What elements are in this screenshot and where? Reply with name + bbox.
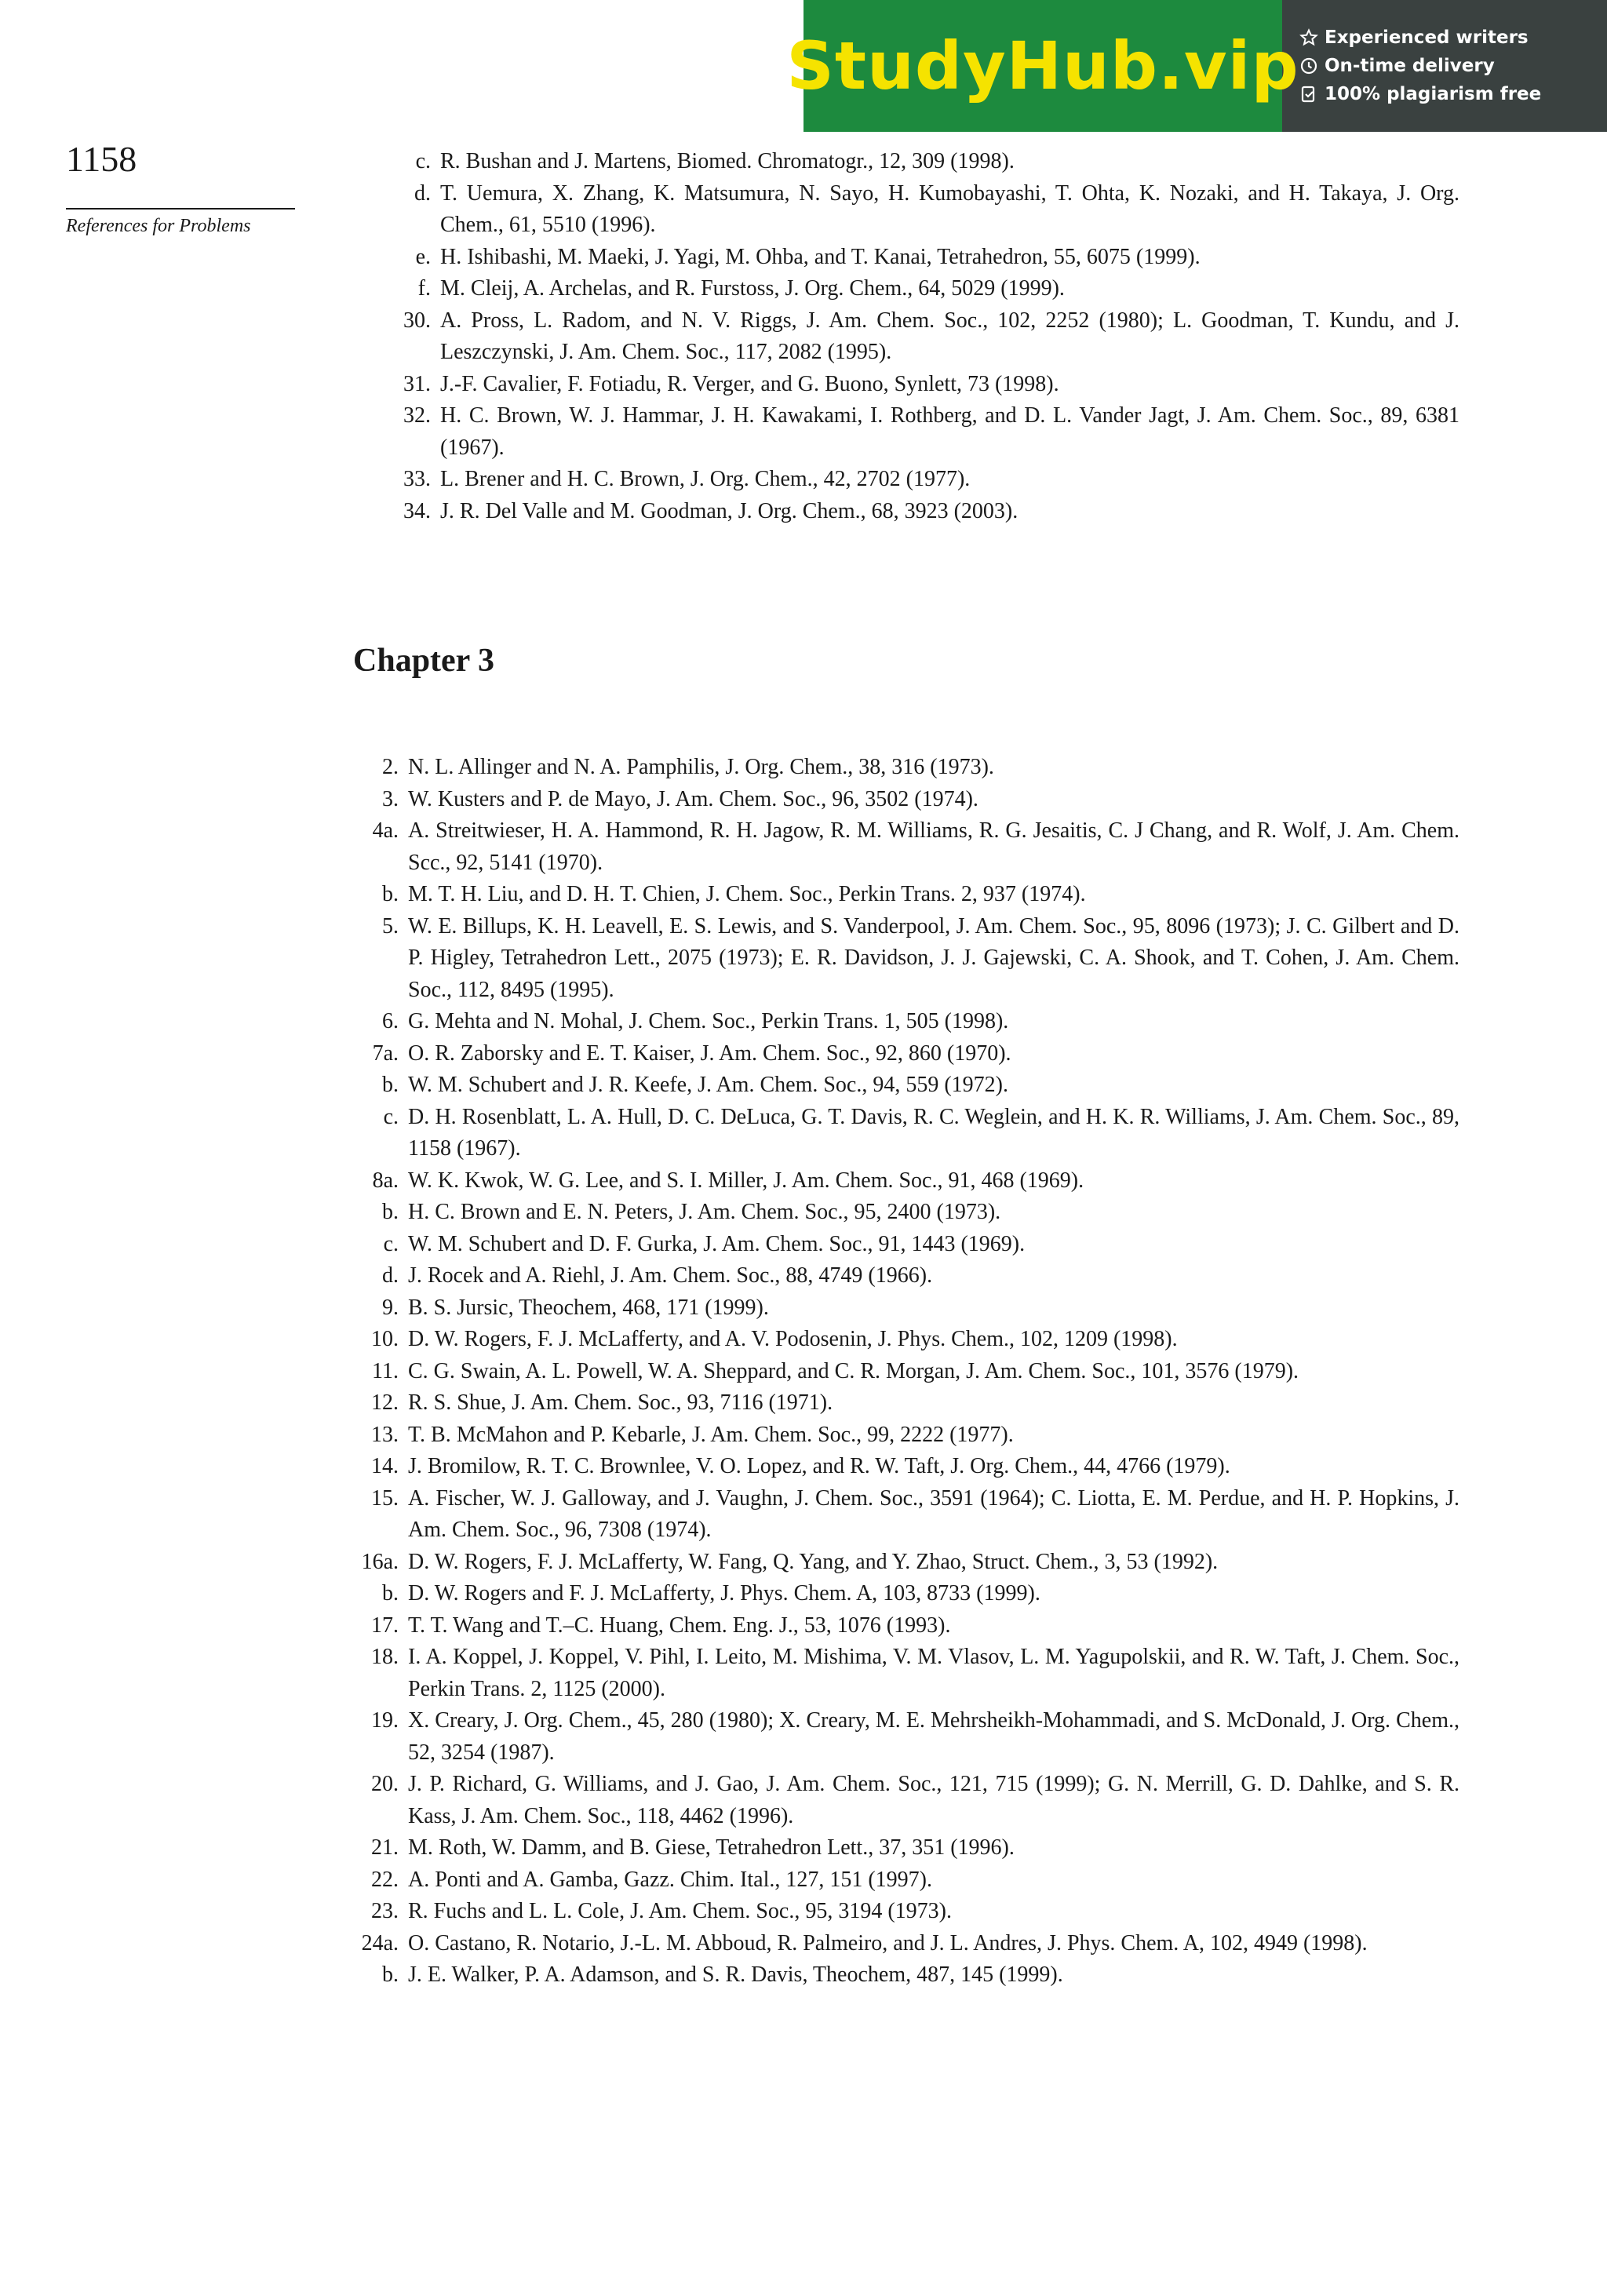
reference-text: H. Ishibashi, M. Maeki, J. Yagi, M. Ohba, and T. Kanai, Tetrahedron, 55, 6075 (1999). [440,244,1201,269]
reference-item [345,1260,1459,1292]
reference-text: T. B. McMahon and P. Kebarle, J. Am. Chem. Soc., 99, 2222 (1977). [408,1422,1014,1447]
reference-item [345,1832,1459,1864]
reference-label: 18. [371,1645,399,1669]
reference-item [345,784,1459,816]
reference-label: b. [382,1200,399,1224]
reference-text: D. W. Rogers, F. J. McLafferty, W. Fang, Q. Yang, and Y. Zhao, Struct. Chem., 3, 53 (1992). [408,1549,1219,1574]
feature-label: 100% plagiarism free [1325,84,1542,104]
reference-text: D. H. Rosenblatt, L. A. Hull, D. C. DeLuca, G. T. Davis, R. C. Weglein, and H. K. R. Williams, J. Am. Chem. Soc., 89, 1158 (1967). [408,1104,1459,1161]
reference-text: M. Roth, W. Damm, and B. Giese, Tetrahedron Lett., 37, 351 (1996). [408,1835,1015,1860]
reference-label: 10. [371,1327,399,1351]
reference-text: J. R. Del Valle and M. Goodman, J. Org. Chem., 68, 3923 (2003). [440,498,1018,523]
reference-text: A. Streitwieser, H. A. Hammond, R. H. Jagow, R. M. Williams, R. G. Jesaitis, C. J Chang, and R. Wolf, J. Am. Chem. Scc., 92, 5141 (1970). [408,818,1459,875]
reference-item [369,464,1459,496]
reference-label: 13. [371,1422,399,1447]
reference-label: 11. [372,1358,399,1383]
reference-item [345,1197,1459,1229]
reference-label: d. [414,180,431,206]
reference-label: 14. [371,1454,399,1478]
reference-label: b. [382,1963,399,1987]
reference-text: H. C. Brown and E. N. Peters, J. Am. Chem. Soc., 95, 2400 (1973). [408,1200,1001,1224]
reference-item [345,1578,1459,1610]
reference-item [369,496,1459,528]
reference-label: 12. [371,1390,399,1415]
reference-text: G. Mehta and N. Mohal, J. Chem. Soc., Perkin Trans. 1, 505 (1998). [408,1009,1009,1033]
reference-label: 6. [382,1009,399,1033]
reference-text: J. Rocek and A. Riehl, J. Am. Chem. Soc., 88, 4749 (1966). [408,1263,933,1288]
reference-text: W. M. Schubert and D. F. Gurka, J. Am. Chem. Soc., 91, 1443 (1969). [408,1231,1026,1256]
reference-list-chapter-3 [345,752,1459,1992]
reference-item [345,879,1459,911]
reference-item [345,1102,1459,1165]
reference-text: N. L. Allinger and N. A. Pamphilis, J. Org. Chem., 38, 316 (1973). [408,755,994,779]
reference-item [345,815,1459,879]
banner-features [1282,0,1607,132]
reference-item [345,1483,1459,1547]
reference-text: A. Pross, L. Radom, and N. V. Riggs, J. Am. Chem. Soc., 102, 2252 (1980); L. Goodman, T. Kundu, and J. Leszczynski, J. Am. Chem. Soc., 117, 2082 (1995). [440,308,1459,364]
reference-text: J. P. Richard, G. Williams, and J. Gao, J. Am. Chem. Soc., 121, 715 (1999); G. N. Merrill, G. D. Dahlke, and S. R. Kass, J. Am. Chem. Soc., 118, 4462 (1996). [408,1772,1459,1828]
reference-label: f. [417,276,431,301]
reference-text: J. Bromilow, R. T. C. Brownlee, V. O. Lopez, and R. W. Taft, J. Org. Chem., 44, 4766 (1979). [408,1454,1230,1478]
page-number: 1158 [66,139,137,179]
reference-label: 31. [403,371,431,396]
reference-item [369,242,1459,274]
reference-label: b. [382,1581,399,1605]
reference-label: 4a. [372,818,399,843]
reference-item [345,1959,1459,1992]
reference-item [369,178,1459,242]
reference-item [345,1610,1459,1642]
reference-item [369,369,1459,401]
reference-text: R. Fuchs and L. L. Cole, J. Am. Chem. Soc., 95, 3194 (1973). [408,1899,952,1923]
reference-item [369,400,1459,464]
reference-item [345,1547,1459,1579]
document-check-icon [1299,85,1318,104]
reference-list-previous [369,146,1459,527]
reference-label: 22. [371,1867,399,1892]
reference-item [345,752,1459,784]
reference-label: 5. [382,913,399,938]
reference-label: 16a. [361,1549,399,1574]
reference-text: B. S. Jursic, Theochem, 468, 171 (1999). [408,1295,769,1320]
reference-text: J.-F. Cavalier, F. Fotiadu, R. Verger, and G. Buono, Synlett, 73 (1998). [440,371,1059,396]
reference-text: T. Uemura, X. Zhang, K. Matsumura, N. Sayo, H. Kumobayashi, T. Ohta, K. Nozaki, and H. Takaya, J. Org. Chem., 61, 5510 (1996). [440,180,1459,237]
reference-label: c. [415,149,431,173]
reference-label: b. [382,882,399,906]
reference-text: O. Castano, R. Notario, J.-L. M. Abboud, R. Palmeiro, and J. L. Andres, J. Phys. Chem. A, 102, 4949 (1998). [408,1930,1368,1955]
reference-text: W. E. Billups, K. H. Leavell, E. S. Lewis, and S. Vanderpool, J. Am. Chem. Soc., 95, 8096 (1973); J. C. Gilbert and D. P. Higley, Tetrahedron Lett., 2075 (1973); E. R. Davidson, J. J. Gajewski, C. A. Shook, and T. Cohen, J. Am. Chem. Soc., 112, 8495 (1995). [408,913,1459,1002]
reference-label: 2. [382,755,399,779]
reference-item [345,1038,1459,1070]
reference-item [345,1896,1459,1928]
reference-item [345,1229,1459,1261]
reference-label: 3. [382,786,399,811]
reference-text: W. M. Schubert and J. R. Keefe, J. Am. Chem. Soc., 94, 559 (1972). [408,1073,1008,1097]
reference-text: T. T. Wang and T.–C. Huang, Chem. Eng. J., 53, 1076 (1993). [408,1613,951,1638]
feature-on-time-delivery [1299,56,1607,76]
reference-label: 17. [371,1613,399,1638]
studyhub-logo[interactable] [786,0,1299,132]
reference-item [345,1070,1459,1102]
reference-label: 30. [403,308,431,333]
reference-label: 19. [371,1708,399,1733]
reference-label: 21. [371,1835,399,1860]
reference-item [369,146,1459,178]
header-rule [66,208,295,210]
chapter-heading: Chapter 3 [353,643,495,679]
reference-item [345,1006,1459,1038]
reference-item [345,1642,1459,1705]
reference-text: H. C. Brown, W. J. Hammar, J. H. Kawakami, I. Rothberg, and D. L. Vander Jagt, J. Am. Chem. Soc., 89, 6381 (1967). [440,403,1459,460]
reference-label: 15. [371,1485,399,1511]
reference-text: O. R. Zaborsky and E. T. Kaiser, J. Am. Chem. Soc., 92, 860 (1970). [408,1040,1011,1066]
reference-item [369,305,1459,369]
feature-plagiarism-free [1299,84,1607,104]
reference-text: R. S. Shue, J. Am. Chem. Soc., 93, 7116 (1971). [408,1390,833,1415]
feature-label: On-time delivery [1325,56,1495,76]
reference-label: 9. [382,1295,399,1320]
reference-item [345,1165,1459,1197]
reference-text: A. Ponti and A. Gamba, Gazz. Chim. Ital., 127, 151 (1997). [408,1867,933,1892]
reference-item [345,1356,1459,1388]
reference-text: M. T. H. Liu, and D. H. T. Chien, J. Chem. Soc., Perkin Trans. 2, 937 (1974). [408,882,1086,906]
studyhub-banner[interactable] [786,0,1607,132]
reference-text: C. G. Swain, A. L. Powell, W. A. Sheppard, and C. R. Morgan, J. Am. Chem. Soc., 101, 3576 (1979). [408,1358,1299,1383]
feature-experienced-writers [1299,27,1607,48]
reference-item [345,1705,1459,1769]
clock-icon [1299,56,1318,75]
reference-text: R. Bushan and J. Martens, Biomed. Chromatogr., 12, 309 (1998). [440,149,1015,173]
reference-text: L. Brener and H. C. Brown, J. Org. Chem., 42, 2702 (1977). [440,467,971,491]
reference-item [345,1769,1459,1832]
reference-item [345,1324,1459,1356]
reference-label: c. [383,1104,399,1129]
reference-label: 7a. [372,1040,399,1066]
reference-text: W. Kusters and P. de Mayo, J. Am. Chem. Soc., 96, 3502 (1974). [408,786,978,811]
reference-label: 8a. [372,1168,399,1193]
reference-item [345,1387,1459,1420]
reference-item [345,1864,1459,1897]
feature-label: Experienced writers [1325,27,1529,48]
reference-text: X. Creary, J. Org. Chem., 45, 280 (1980); X. Creary, M. E. Mehrsheikh-Mohammadi, and S. McDonald, J. Org. Chem., 52, 3254 (1987). [408,1708,1459,1765]
reference-item [345,911,1459,1007]
reference-text: D. W. Rogers, F. J. McLafferty, and A. V. Podosenin, J. Phys. Chem., 102, 1209 (1998). [408,1327,1178,1351]
reference-text: I. A. Koppel, J. Koppel, V. Pihl, I. Leito, M. Mishima, V. M. Vlasov, L. M. Yagupolskii, and R. W. Taft, J. Chem. Soc., Perkin Trans. 2, 1125 (2000). [408,1645,1459,1701]
logo-text: StudyHub.vip [786,27,1299,104]
star-icon [1299,28,1318,47]
reference-text: W. K. Kwok, W. G. Lee, and S. I. Miller, J. Am. Chem. Soc., 91, 468 (1969). [408,1168,1084,1193]
reference-label: 34. [403,498,431,523]
reference-item [345,1292,1459,1325]
reference-label: 24a. [361,1930,399,1955]
reference-text: D. W. Rogers and F. J. McLafferty, J. Phys. Chem. A, 103, 8733 (1999). [408,1581,1040,1605]
reference-text: J. E. Walker, P. A. Adamson, and S. R. Davis, Theochem, 487, 145 (1999). [408,1963,1063,1987]
reference-label: c. [383,1231,399,1256]
reference-item [345,1451,1459,1483]
reference-text: A. Fischer, W. J. Galloway, and J. Vaughn, J. Chem. Soc., 3591 (1964); C. Liotta, E. M. Perdue, and H. P. Hopkins, J. Am. Chem. Soc., 96, 7308 (1974). [408,1485,1459,1542]
reference-label: 32. [403,403,431,428]
reference-label: d. [382,1263,399,1288]
reference-item [345,1928,1459,1960]
reference-text: M. Cleij, A. Archelas, and R. Furstoss, J. Org. Chem., 64, 5029 (1999). [440,276,1065,301]
reference-item [369,273,1459,305]
reference-label: b. [382,1073,399,1097]
reference-label: 20. [371,1772,399,1796]
reference-item [345,1420,1459,1452]
reference-label: e. [415,244,431,269]
running-head: References for Problems [66,216,251,236]
reference-label: 33. [403,467,431,491]
reference-label: 23. [371,1899,399,1923]
